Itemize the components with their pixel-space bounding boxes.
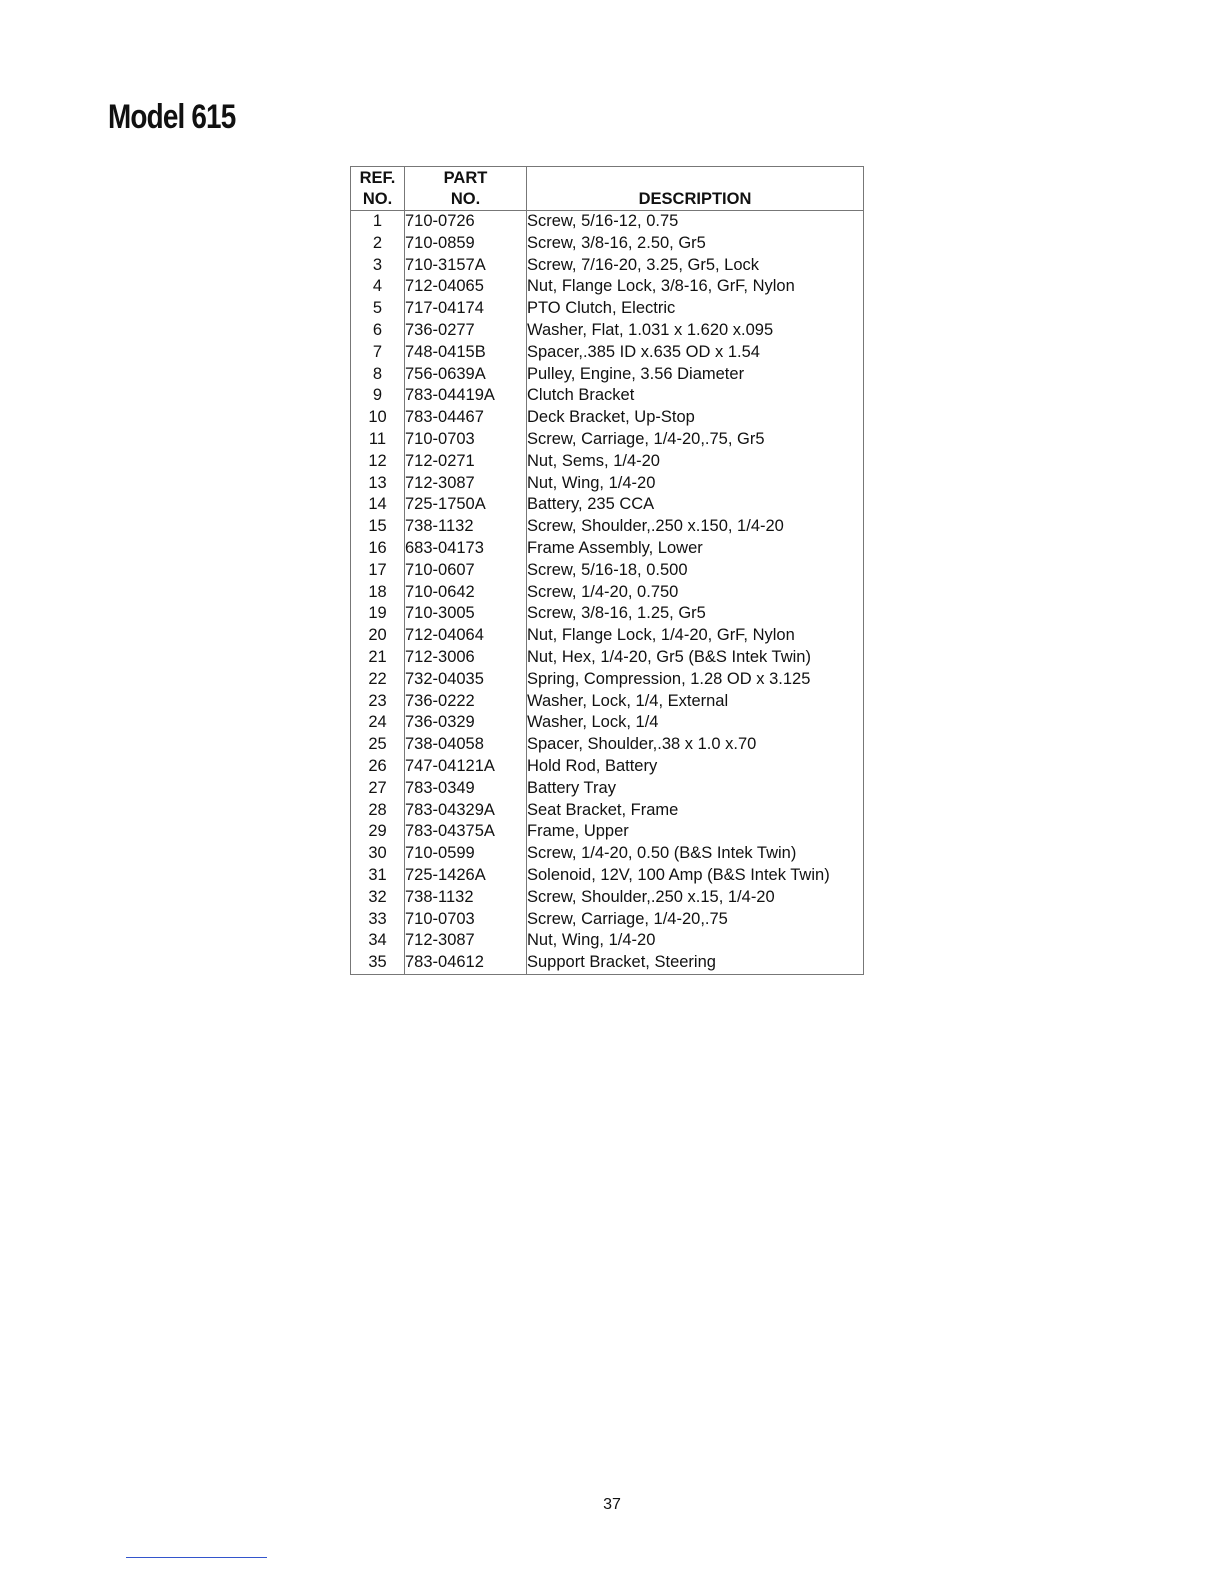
table-row — [351, 451, 864, 473]
part-no-cell: 683-04173 — [405, 538, 527, 560]
part-no-cell: 712-04065 — [405, 276, 527, 298]
ref-cell: 3 — [351, 255, 405, 277]
part-no-cell: 712-04064 — [405, 625, 527, 647]
description-cell: Deck Bracket, Up-Stop — [527, 407, 864, 429]
ref-no-header — [351, 167, 405, 211]
part-no-cell: 756-0639A — [405, 364, 527, 386]
ref-cell: 10 — [351, 407, 405, 429]
part-no-cell: 725-1426A — [405, 865, 527, 887]
part-no-cell: 710-0703 — [405, 909, 527, 931]
table-row — [351, 407, 864, 429]
ref-cell: 6 — [351, 320, 405, 342]
ref-cell: 23 — [351, 691, 405, 713]
footer-rule — [126, 1557, 267, 1558]
ref-cell: 7 — [351, 342, 405, 364]
part-no-cell: 736-0222 — [405, 691, 527, 713]
table-row — [351, 756, 864, 778]
table-row — [351, 843, 864, 865]
description-cell: Spacer, Shoulder,.38 x 1.0 x.70 — [527, 734, 864, 756]
table-row — [351, 494, 864, 516]
part-no-cell: 712-3087 — [405, 473, 527, 495]
ref-cell: 2 — [351, 233, 405, 255]
description-cell: Spring, Compression, 1.28 OD x 3.125 — [527, 669, 864, 691]
table-row — [351, 233, 864, 255]
description-cell: Screw, Shoulder,.250 x.15, 1/4-20 — [527, 887, 864, 909]
table-row — [351, 516, 864, 538]
part-no-cell: 710-0599 — [405, 843, 527, 865]
part-no-cell: 710-0703 — [405, 429, 527, 451]
part-no-cell: 747-04121A — [405, 756, 527, 778]
part-header-line-2: NO. — [450, 190, 481, 208]
ref-cell: 31 — [351, 865, 405, 887]
table-row — [351, 211, 864, 233]
table-row — [351, 691, 864, 713]
description-cell: Nut, Wing, 1/4-20 — [527, 930, 864, 952]
ref-cell: 20 — [351, 625, 405, 647]
description-cell: Screw, 3/8-16, 1.25, Gr5 — [527, 603, 864, 625]
ref-cell: 32 — [351, 887, 405, 909]
description-cell: Solenoid, 12V, 100 Amp (B&S Intek Twin) — [527, 865, 864, 887]
description-cell: Nut, Sems, 1/4-20 — [527, 451, 864, 473]
part-no-cell: 783-04612 — [405, 952, 527, 974]
part-no-cell: 710-0859 — [405, 233, 527, 255]
table-row — [351, 865, 864, 887]
part-no-cell: 712-3006 — [405, 647, 527, 669]
part-no-cell: 710-0726 — [405, 211, 527, 233]
description-cell: Support Bracket, Steering — [527, 952, 864, 974]
description-cell: Nut, Flange Lock, 3/8-16, GrF, Nylon — [527, 276, 864, 298]
description-cell: Frame, Upper — [527, 821, 864, 843]
part-no-cell: 783-0349 — [405, 778, 527, 800]
ref-cell: 1 — [351, 211, 405, 233]
description-cell: Screw, 3/8-16, 2.50, Gr5 — [527, 233, 864, 255]
part-no-cell: 736-0329 — [405, 712, 527, 734]
table-row — [351, 930, 864, 952]
table-row — [351, 669, 864, 691]
table-row — [351, 821, 864, 843]
page-title: Model 615 — [108, 98, 236, 136]
part-header-line-1: PART — [443, 169, 488, 187]
description-cell: Screw, Shoulder,.250 x.150, 1/4-20 — [527, 516, 864, 538]
ref-cell: 33 — [351, 909, 405, 931]
part-no-cell: 712-3087 — [405, 930, 527, 952]
description-cell: Screw, 5/16-12, 0.75 — [527, 211, 864, 233]
part-no-cell: 783-04419A — [405, 385, 527, 407]
description-cell: Screw, Carriage, 1/4-20,.75, Gr5 — [527, 429, 864, 451]
table-row — [351, 582, 864, 604]
part-no-cell: 748-0415B — [405, 342, 527, 364]
ref-cell: 8 — [351, 364, 405, 386]
table-row — [351, 429, 864, 451]
part-no-cell: 783-04467 — [405, 407, 527, 429]
ref-header-line-1: REF. — [359, 169, 396, 187]
description-header: DESCRIPTION — [527, 167, 864, 211]
table-row — [351, 276, 864, 298]
part-no-cell: 738-1132 — [405, 516, 527, 538]
description-cell: Hold Rod, Battery — [527, 756, 864, 778]
part-no-cell: 710-3005 — [405, 603, 527, 625]
table-row — [351, 909, 864, 931]
ref-cell: 15 — [351, 516, 405, 538]
ref-cell: 24 — [351, 712, 405, 734]
table-row — [351, 364, 864, 386]
ref-header-line-2: NO. — [362, 190, 393, 208]
ref-cell: 4 — [351, 276, 405, 298]
table-row — [351, 320, 864, 342]
part-no-cell: 712-0271 — [405, 451, 527, 473]
description-cell: Screw, 5/16-18, 0.500 — [527, 560, 864, 582]
parts-table-body — [351, 211, 864, 975]
ref-cell: 34 — [351, 930, 405, 952]
table-row — [351, 298, 864, 320]
description-cell: Nut, Wing, 1/4-20 — [527, 473, 864, 495]
ref-cell: 35 — [351, 952, 405, 974]
description-cell: Pulley, Engine, 3.56 Diameter — [527, 364, 864, 386]
part-no-cell: 783-04329A — [405, 800, 527, 822]
ref-cell: 30 — [351, 843, 405, 865]
ref-cell: 16 — [351, 538, 405, 560]
table-row — [351, 712, 864, 734]
ref-cell: 9 — [351, 385, 405, 407]
description-cell: Screw, 1/4-20, 0.50 (B&S Intek Twin) — [527, 843, 864, 865]
description-cell: Screw, 1/4-20, 0.750 — [527, 582, 864, 604]
table-row — [351, 734, 864, 756]
table-row — [351, 473, 864, 495]
ref-cell: 12 — [351, 451, 405, 473]
table-row — [351, 887, 864, 909]
description-cell: Spacer,.385 ID x.635 OD x 1.54 — [527, 342, 864, 364]
part-no-cell: 732-04035 — [405, 669, 527, 691]
description-cell: Battery, 235 CCA — [527, 494, 864, 516]
part-no-cell: 717-04174 — [405, 298, 527, 320]
table-row — [351, 255, 864, 277]
ref-cell: 18 — [351, 582, 405, 604]
description-cell: Clutch Bracket — [527, 385, 864, 407]
part-no-cell: 725-1750A — [405, 494, 527, 516]
page-number: 37 — [603, 1496, 621, 1513]
ref-cell: 17 — [351, 560, 405, 582]
ref-cell: 22 — [351, 669, 405, 691]
table-row — [351, 603, 864, 625]
ref-cell: 21 — [351, 647, 405, 669]
part-no-cell: 710-0607 — [405, 560, 527, 582]
description-cell: Washer, Flat, 1.031 x 1.620 x.095 — [527, 320, 864, 342]
description-cell: Washer, Lock, 1/4 — [527, 712, 864, 734]
ref-cell: 26 — [351, 756, 405, 778]
table-row — [351, 342, 864, 364]
ref-cell: 11 — [351, 429, 405, 451]
description-cell: Nut, Flange Lock, 1/4-20, GrF, Nylon — [527, 625, 864, 647]
part-no-cell: 710-0642 — [405, 582, 527, 604]
description-cell: Nut, Hex, 1/4-20, Gr5 (B&S Intek Twin) — [527, 647, 864, 669]
table-header-row — [351, 167, 864, 211]
description-cell: Seat Bracket, Frame — [527, 800, 864, 822]
parts-table — [350, 166, 864, 975]
part-no-cell: 738-1132 — [405, 887, 527, 909]
description-cell: Battery Tray — [527, 778, 864, 800]
description-cell: Washer, Lock, 1/4, External — [527, 691, 864, 713]
table-row — [351, 800, 864, 822]
part-no-cell: 710-3157A — [405, 255, 527, 277]
description-cell: Screw, Carriage, 1/4-20,.75 — [527, 909, 864, 931]
table-row — [351, 778, 864, 800]
ref-cell: 29 — [351, 821, 405, 843]
table-row — [351, 560, 864, 582]
ref-cell: 27 — [351, 778, 405, 800]
part-no-cell: 783-04375A — [405, 821, 527, 843]
table-row — [351, 538, 864, 560]
description-cell: PTO Clutch, Electric — [527, 298, 864, 320]
table-row — [351, 625, 864, 647]
description-cell: Screw, 7/16-20, 3.25, Gr5, Lock — [527, 255, 864, 277]
part-no-header — [405, 167, 527, 211]
ref-cell: 13 — [351, 473, 405, 495]
table-row — [351, 385, 864, 407]
ref-cell: 25 — [351, 734, 405, 756]
part-no-cell: 736-0277 — [405, 320, 527, 342]
ref-cell: 28 — [351, 800, 405, 822]
part-no-cell: 738-04058 — [405, 734, 527, 756]
ref-cell: 19 — [351, 603, 405, 625]
description-cell: Frame Assembly, Lower — [527, 538, 864, 560]
table-row — [351, 952, 864, 974]
table-row — [351, 647, 864, 669]
ref-cell: 5 — [351, 298, 405, 320]
ref-cell: 14 — [351, 494, 405, 516]
